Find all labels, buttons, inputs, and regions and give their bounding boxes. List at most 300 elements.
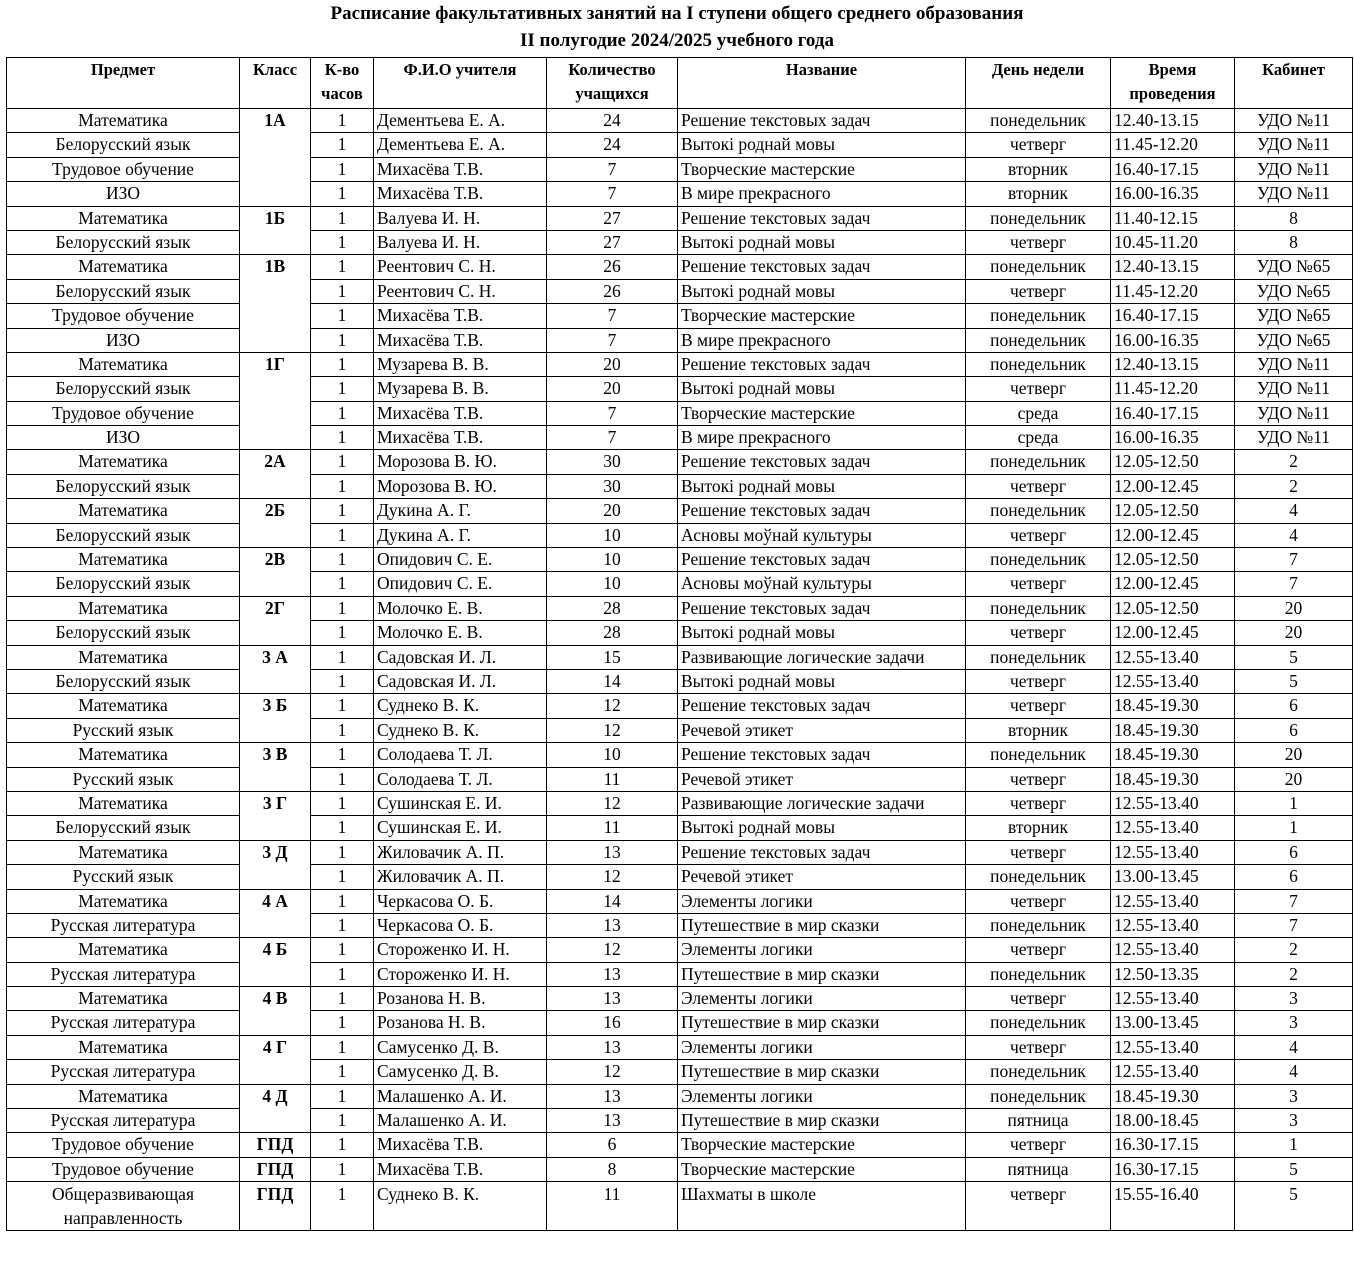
cell-room: 6 (1235, 718, 1353, 742)
cell-subject: Математика (7, 694, 240, 718)
cell-time: 12.40-13.15 (1111, 109, 1235, 133)
table-row (7, 377, 1353, 401)
document-title (0, 0, 1354, 54)
cell-subject: Белорусский язык (7, 474, 240, 498)
cell-day: понедельник (966, 206, 1111, 230)
cell-hours: 1 (311, 743, 374, 767)
cell-class: 3 Б (240, 694, 311, 743)
cell-subject: Общеразвивающая направленность (7, 1182, 240, 1231)
cell-hours: 1 (311, 572, 374, 596)
cell-hours: 1 (311, 1182, 374, 1231)
cell-day: вторник (966, 182, 1111, 206)
table-row (7, 767, 1353, 791)
cell-name: Элементы логики (678, 938, 966, 962)
schedule-table (6, 57, 1353, 1231)
cell-teacher: Михасёва Т.В. (374, 1133, 547, 1157)
cell-class: 2Г (240, 596, 311, 645)
cell-students: 30 (547, 450, 678, 474)
cell-hours: 1 (311, 1157, 374, 1181)
cell-teacher: Суднеко В. К. (374, 1182, 547, 1231)
cell-hours: 1 (311, 133, 374, 157)
cell-subject: Математика (7, 1084, 240, 1108)
cell-room: 5 (1235, 1157, 1353, 1181)
cell-students: 7 (547, 401, 678, 425)
cell-room: 2 (1235, 450, 1353, 474)
table-row (7, 157, 1353, 181)
cell-hours: 1 (311, 816, 374, 840)
cell-room: 1 (1235, 791, 1353, 815)
cell-name: Вытокі роднай мовы (678, 133, 966, 157)
cell-time: 12.55-13.40 (1111, 889, 1235, 913)
cell-hours: 1 (311, 1035, 374, 1059)
cell-subject: Математика (7, 889, 240, 913)
cell-time: 12.05-12.50 (1111, 596, 1235, 620)
table-row (7, 621, 1353, 645)
cell-room: 20 (1235, 767, 1353, 791)
cell-time: 12.00-12.45 (1111, 572, 1235, 596)
header-teacher: Ф.И.О учителя (374, 58, 547, 109)
cell-students: 6 (547, 1133, 678, 1157)
table-row (7, 718, 1353, 742)
cell-teacher: Валуева И. Н. (374, 206, 547, 230)
cell-time: 12.05-12.50 (1111, 499, 1235, 523)
cell-teacher: Михасёва Т.В. (374, 401, 547, 425)
cell-students: 13 (547, 962, 678, 986)
cell-time: 13.00-13.45 (1111, 865, 1235, 889)
cell-subject: Белорусский язык (7, 572, 240, 596)
cell-students: 10 (547, 572, 678, 596)
cell-time: 18.45-19.30 (1111, 718, 1235, 742)
cell-class: 1Б (240, 206, 311, 255)
cell-room: 3 (1235, 1109, 1353, 1133)
cell-teacher: Михасёва Т.В. (374, 157, 547, 181)
cell-class: 1Г (240, 352, 311, 450)
cell-day: понедельник (966, 304, 1111, 328)
cell-name: Вытокі роднай мовы (678, 377, 966, 401)
cell-room: 6 (1235, 840, 1353, 864)
cell-hours: 1 (311, 938, 374, 962)
cell-students: 13 (547, 1084, 678, 1108)
table-row (7, 1084, 1353, 1108)
cell-hours: 1 (311, 255, 374, 279)
cell-subject: Математика (7, 352, 240, 376)
cell-subject: Белорусский язык (7, 621, 240, 645)
table-row (7, 938, 1353, 962)
cell-students: 12 (547, 938, 678, 962)
cell-day: четверг (966, 523, 1111, 547)
cell-day: вторник (966, 157, 1111, 181)
cell-time: 12.05-12.50 (1111, 548, 1235, 572)
cell-day: понедельник (966, 962, 1111, 986)
cell-time: 12.50-13.35 (1111, 962, 1235, 986)
cell-teacher: Сушинская Е. И. (374, 791, 547, 815)
cell-name: Решение текстовых задач (678, 206, 966, 230)
cell-hours: 1 (311, 694, 374, 718)
cell-students: 12 (547, 718, 678, 742)
table-row (7, 1109, 1353, 1133)
cell-students: 13 (547, 987, 678, 1011)
cell-day: четверг (966, 791, 1111, 815)
cell-subject: Белорусский язык (7, 230, 240, 254)
table-row (7, 523, 1353, 547)
cell-day: понедельник (966, 109, 1111, 133)
table-row (7, 913, 1353, 937)
cell-teacher: Жиловачик А. П. (374, 840, 547, 864)
cell-name: Творческие мастерские (678, 1133, 966, 1157)
cell-subject: Русская литература (7, 962, 240, 986)
cell-time: 18.00-18.45 (1111, 1109, 1235, 1133)
cell-students: 16 (547, 1011, 678, 1035)
cell-hours: 1 (311, 596, 374, 620)
cell-subject: ИЗО (7, 328, 240, 352)
cell-subject: Математика (7, 206, 240, 230)
cell-students: 8 (547, 1157, 678, 1181)
cell-room: УДО №11 (1235, 352, 1353, 376)
header-students: Количество учащихся (547, 58, 678, 109)
table-row (7, 182, 1353, 206)
cell-subject: Математика (7, 938, 240, 962)
cell-day: понедельник (966, 1060, 1111, 1084)
cell-name: Развивающие логические задачи (678, 645, 966, 669)
cell-subject: Белорусский язык (7, 279, 240, 303)
cell-room: 4 (1235, 523, 1353, 547)
cell-day: понедельник (966, 548, 1111, 572)
cell-subject: Белорусский язык (7, 523, 240, 547)
cell-day: понедельник (966, 352, 1111, 376)
cell-name: Элементы логики (678, 1035, 966, 1059)
cell-name: Вытокі роднай мовы (678, 621, 966, 645)
cell-class: 2В (240, 548, 311, 597)
cell-room: 7 (1235, 913, 1353, 937)
table-row (7, 499, 1353, 523)
cell-hours: 1 (311, 1133, 374, 1157)
cell-day: понедельник (966, 596, 1111, 620)
cell-room: 6 (1235, 865, 1353, 889)
cell-subject: Русская литература (7, 1109, 240, 1133)
cell-time: 12.55-13.40 (1111, 816, 1235, 840)
cell-time: 11.45-12.20 (1111, 279, 1235, 303)
cell-subject: Математика (7, 255, 240, 279)
cell-teacher: Михасёва Т.В. (374, 304, 547, 328)
cell-students: 13 (547, 840, 678, 864)
cell-time: 12.55-13.40 (1111, 913, 1235, 937)
cell-time: 12.55-13.40 (1111, 791, 1235, 815)
cell-day: четверг (966, 889, 1111, 913)
table-row (7, 1182, 1353, 1231)
cell-teacher: Суднеко В. К. (374, 718, 547, 742)
cell-subject: Математика (7, 548, 240, 572)
cell-students: 20 (547, 377, 678, 401)
cell-class: 4 А (240, 889, 311, 938)
cell-class: 1А (240, 109, 311, 207)
cell-students: 13 (547, 1109, 678, 1133)
cell-room: УДО №65 (1235, 304, 1353, 328)
cell-room: УДО №11 (1235, 157, 1353, 181)
cell-subject: Математика (7, 450, 240, 474)
table-row (7, 450, 1353, 474)
cell-subject: Трудовое обучение (7, 1157, 240, 1181)
cell-room: УДО №65 (1235, 255, 1353, 279)
cell-teacher: Самусенко Д. В. (374, 1060, 547, 1084)
cell-time: 16.00-16.35 (1111, 426, 1235, 450)
cell-room: 3 (1235, 1084, 1353, 1108)
cell-hours: 1 (311, 109, 374, 133)
cell-students: 7 (547, 157, 678, 181)
cell-teacher: Розанова Н. В. (374, 1011, 547, 1035)
cell-day: четверг (966, 1035, 1111, 1059)
cell-hours: 1 (311, 157, 374, 181)
cell-name: Элементы логики (678, 1084, 966, 1108)
cell-name: Творческие мастерские (678, 304, 966, 328)
cell-name: Путешествие в мир сказки (678, 1060, 966, 1084)
cell-teacher: Дукина А. Г. (374, 499, 547, 523)
table-row (7, 255, 1353, 279)
title-line-2: II полугодие 2024/2025 учебного года (520, 30, 834, 51)
cell-room: 2 (1235, 962, 1353, 986)
cell-name: Асновы моўнай культуры (678, 572, 966, 596)
table-row (7, 133, 1353, 157)
cell-students: 15 (547, 645, 678, 669)
cell-time: 11.45-12.20 (1111, 377, 1235, 401)
cell-room: 8 (1235, 230, 1353, 254)
cell-hours: 1 (311, 523, 374, 547)
cell-teacher: Дементьева Е. А. (374, 133, 547, 157)
cell-students: 11 (547, 816, 678, 840)
cell-teacher: Стороженко И. Н. (374, 962, 547, 986)
cell-hours: 1 (311, 1060, 374, 1084)
cell-subject: Белорусский язык (7, 133, 240, 157)
cell-class: 4 В (240, 987, 311, 1036)
cell-hours: 1 (311, 426, 374, 450)
cell-subject: ИЗО (7, 426, 240, 450)
cell-room: УДО №11 (1235, 377, 1353, 401)
cell-students: 14 (547, 669, 678, 693)
header-subject: Предмет (7, 58, 240, 109)
table-row (7, 840, 1353, 864)
table-row (7, 572, 1353, 596)
cell-day: четверг (966, 279, 1111, 303)
cell-day: четверг (966, 621, 1111, 645)
cell-time: 16.40-17.15 (1111, 304, 1235, 328)
cell-class: 4 Г (240, 1035, 311, 1084)
cell-hours: 1 (311, 889, 374, 913)
cell-subject: Белорусский язык (7, 377, 240, 401)
cell-room: 4 (1235, 1035, 1353, 1059)
cell-name: Решение текстовых задач (678, 352, 966, 376)
cell-class: 4 Б (240, 938, 311, 987)
cell-hours: 1 (311, 1084, 374, 1108)
cell-subject: ИЗО (7, 182, 240, 206)
cell-students: 11 (547, 1182, 678, 1231)
cell-teacher: Морозова В. Ю. (374, 474, 547, 498)
cell-name: Речевой этикет (678, 767, 966, 791)
cell-teacher: Самусенко Д. В. (374, 1035, 547, 1059)
cell-students: 13 (547, 913, 678, 937)
cell-class: ГПД (240, 1157, 311, 1181)
table-row (7, 328, 1353, 352)
cell-name: Решение текстовых задач (678, 840, 966, 864)
cell-teacher: Сушинская Е. И. (374, 816, 547, 840)
table-row (7, 352, 1353, 376)
cell-class: 2Б (240, 499, 311, 548)
cell-day: четверг (966, 572, 1111, 596)
cell-name: Решение текстовых задач (678, 596, 966, 620)
table-row (7, 1011, 1353, 1035)
cell-hours: 1 (311, 474, 374, 498)
cell-name: Творческие мастерские (678, 401, 966, 425)
cell-subject: Математика (7, 840, 240, 864)
cell-hours: 1 (311, 401, 374, 425)
cell-day: четверг (966, 377, 1111, 401)
cell-time: 12.00-12.45 (1111, 474, 1235, 498)
cell-room: УДО №11 (1235, 133, 1353, 157)
cell-students: 10 (547, 743, 678, 767)
cell-day: пятница (966, 1109, 1111, 1133)
table-row (7, 279, 1353, 303)
cell-students: 27 (547, 206, 678, 230)
cell-students: 20 (547, 499, 678, 523)
cell-day: понедельник (966, 913, 1111, 937)
cell-hours: 1 (311, 987, 374, 1011)
table-row (7, 206, 1353, 230)
cell-students: 24 (547, 109, 678, 133)
cell-students: 7 (547, 426, 678, 450)
cell-teacher: Михасёва Т.В. (374, 328, 547, 352)
cell-name: Речевой этикет (678, 865, 966, 889)
table-row (7, 987, 1353, 1011)
cell-teacher: Малашенко А. И. (374, 1109, 547, 1133)
cell-name: Творческие мастерские (678, 1157, 966, 1181)
cell-class: ГПД (240, 1182, 311, 1231)
cell-hours: 1 (311, 230, 374, 254)
cell-hours: 1 (311, 450, 374, 474)
cell-time: 12.40-13.15 (1111, 255, 1235, 279)
cell-teacher: Солодаева Т. Л. (374, 767, 547, 791)
cell-students: 28 (547, 596, 678, 620)
cell-students: 14 (547, 889, 678, 913)
cell-name: Речевой этикет (678, 718, 966, 742)
cell-name: В мире прекрасного (678, 426, 966, 450)
table-row (7, 743, 1353, 767)
cell-name: Решение текстовых задач (678, 694, 966, 718)
cell-subject: Русская литература (7, 1011, 240, 1035)
cell-teacher: Садовская И. Л. (374, 669, 547, 693)
cell-hours: 1 (311, 767, 374, 791)
cell-day: среда (966, 401, 1111, 425)
cell-room: 2 (1235, 938, 1353, 962)
cell-day: вторник (966, 718, 1111, 742)
cell-teacher: Стороженко И. Н. (374, 938, 547, 962)
cell-students: 24 (547, 133, 678, 157)
cell-time: 16.30-17.15 (1111, 1133, 1235, 1157)
cell-teacher: Музарева В. В. (374, 352, 547, 376)
cell-time: 12.55-13.40 (1111, 1060, 1235, 1084)
cell-name: Решение текстовых задач (678, 255, 966, 279)
cell-time: 12.55-13.40 (1111, 840, 1235, 864)
cell-class: ГПД (240, 1133, 311, 1157)
cell-hours: 1 (311, 669, 374, 693)
cell-room: 1 (1235, 1133, 1353, 1157)
cell-teacher: Молочко Е. В. (374, 621, 547, 645)
cell-day: четверг (966, 840, 1111, 864)
cell-subject: Белорусский язык (7, 816, 240, 840)
cell-name: Вытокі роднай мовы (678, 230, 966, 254)
cell-time: 12.55-13.40 (1111, 938, 1235, 962)
cell-room: УДО №65 (1235, 328, 1353, 352)
cell-teacher: Дукина А. Г. (374, 523, 547, 547)
cell-students: 12 (547, 694, 678, 718)
cell-students: 26 (547, 279, 678, 303)
cell-hours: 1 (311, 206, 374, 230)
cell-name: Путешествие в мир сказки (678, 1011, 966, 1035)
cell-name: Решение текстовых задач (678, 109, 966, 133)
cell-room: 3 (1235, 1011, 1353, 1035)
header-class: Класс (240, 58, 311, 109)
cell-name: Асновы моўнай культуры (678, 523, 966, 547)
cell-subject: Русская литература (7, 913, 240, 937)
cell-time: 18.45-19.30 (1111, 1084, 1235, 1108)
cell-hours: 1 (311, 1109, 374, 1133)
cell-class: 3 А (240, 645, 311, 694)
cell-time: 12.40-13.15 (1111, 352, 1235, 376)
table-row (7, 474, 1353, 498)
cell-hours: 1 (311, 840, 374, 864)
cell-day: понедельник (966, 1011, 1111, 1035)
cell-time: 16.40-17.15 (1111, 157, 1235, 181)
table-row (7, 109, 1353, 133)
cell-hours: 1 (311, 304, 374, 328)
cell-time: 12.55-13.40 (1111, 1035, 1235, 1059)
cell-teacher: Валуева И. Н. (374, 230, 547, 254)
cell-teacher: Садовская И. Л. (374, 645, 547, 669)
cell-name: Путешествие в мир сказки (678, 962, 966, 986)
cell-time: 12.05-12.50 (1111, 450, 1235, 474)
cell-teacher: Реентович С. Н. (374, 255, 547, 279)
cell-subject: Математика (7, 791, 240, 815)
cell-subject: Трудовое обучение (7, 1133, 240, 1157)
cell-hours: 1 (311, 791, 374, 815)
cell-time: 12.00-12.45 (1111, 523, 1235, 547)
cell-time: 16.00-16.35 (1111, 182, 1235, 206)
cell-teacher: Розанова Н. В. (374, 987, 547, 1011)
cell-day: пятница (966, 1157, 1111, 1181)
cell-teacher: Михасёва Т.В. (374, 182, 547, 206)
cell-time: 18.45-19.30 (1111, 743, 1235, 767)
cell-name: Элементы логики (678, 987, 966, 1011)
cell-hours: 1 (311, 718, 374, 742)
cell-teacher: Музарева В. В. (374, 377, 547, 401)
cell-students: 12 (547, 791, 678, 815)
cell-room: УДО №11 (1235, 109, 1353, 133)
cell-hours: 1 (311, 377, 374, 401)
cell-students: 28 (547, 621, 678, 645)
cell-students: 7 (547, 304, 678, 328)
cell-name: В мире прекрасного (678, 182, 966, 206)
cell-room: 7 (1235, 548, 1353, 572)
cell-students: 27 (547, 230, 678, 254)
cell-teacher: Морозова В. Ю. (374, 450, 547, 474)
table-row (7, 962, 1353, 986)
cell-name: Вытокі роднай мовы (678, 474, 966, 498)
cell-time: 18.45-19.30 (1111, 694, 1235, 718)
cell-teacher: Солодаева Т. Л. (374, 743, 547, 767)
cell-room: 2 (1235, 474, 1353, 498)
cell-time: 13.00-13.45 (1111, 1011, 1235, 1035)
cell-room: 20 (1235, 596, 1353, 620)
cell-students: 10 (547, 548, 678, 572)
cell-hours: 1 (311, 962, 374, 986)
cell-day: понедельник (966, 450, 1111, 474)
